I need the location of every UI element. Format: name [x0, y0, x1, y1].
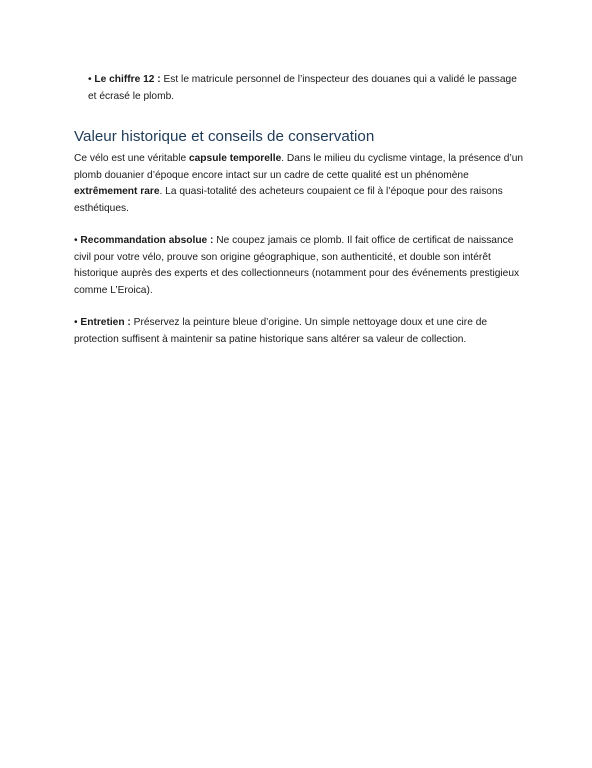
recommendation-paragraph	[74, 233, 526, 299]
intro-text-2: . Dans le milieu du cyclisme vintage, la présence d’un plomb douanier d’époque encore intact sur un cadre de cette qualité est un phénomène	[74, 153, 524, 181]
maintenance-label: Entretien :	[80, 317, 131, 328]
intro-bold-1: capsule temporelle	[188, 153, 282, 164]
intro-paragraph	[74, 151, 526, 217]
document-page	[74, 72, 526, 348]
maintenance-text: Préservez la peinture bleue d’origine. Un simple nettoyage doux et une cire de protection suffisent à maintenir sa patine historique sans altérer sa valeur de collection.	[74, 317, 488, 345]
intro-text-3: . La quasi-totalité des acheteurs coupaient ce fil à l’époque pour des raisons esthétiques.	[74, 186, 503, 214]
intro-bold-2: extrêmement rare	[74, 186, 160, 197]
recommendation-text: Ne coupez jamais ce plomb. Il fait office de certificat de naissance civil pour votre vélo, prouve son origine géographique, son authenticité, et double son intérêt historique auprès des experts et des collectionneurs (notamment pour des événements prestigieux comme L’Eroica).	[74, 235, 520, 296]
bullet-marker: •	[88, 74, 92, 85]
bullet-text-line1: Est le matricule personnel de l’inspecteur des douanes qui a validé le passage	[160, 74, 517, 85]
section-heading: Valeur historique et conseils de conservation	[74, 128, 375, 145]
bullet-paragraph	[88, 72, 526, 105]
bullet-label: Le chiffre 12 :	[94, 74, 161, 85]
bullet-marker: •	[74, 235, 78, 246]
intro-text-1: Ce vélo est une véritable	[74, 153, 189, 164]
bullet-text-line2: et écrasé le plomb.	[88, 90, 175, 102]
maintenance-paragraph	[74, 315, 526, 348]
bullet-marker: •	[74, 317, 78, 328]
recommendation-label: Recommandation absolue :	[80, 235, 214, 246]
bullet-item-chiffre-12	[74, 72, 526, 105]
